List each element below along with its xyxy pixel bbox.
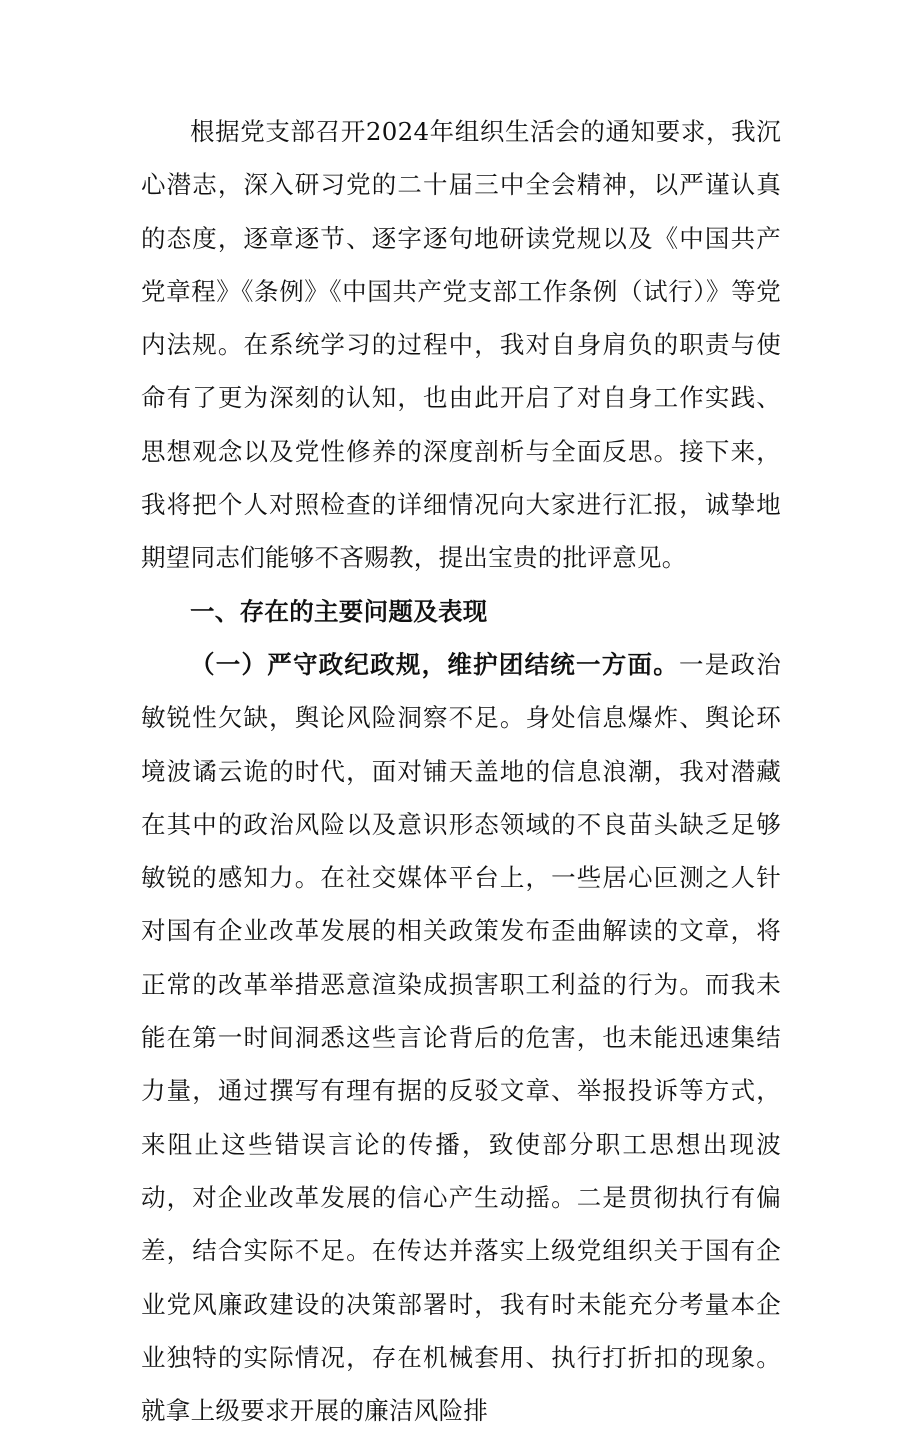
intro-paragraph: 根据党支部召开2024年组织生活会的通知要求，我沉心潜志，深入研习党的二十届三中全会精神，以严谨认真的态度，逐章逐节、逐字逐句地研读党规以及《中国共产党章程》《条例》《中国共产党支部工作条例（试行）》等党内法规。在系统学习的过程中，我对自身肩负的职责与使命有了更为深刻的认知，也由此开启了对自身工作实践、思想观念以及党性修养的深度剖析与全面反思。接下来，我将把个人对照检查的详细情况向大家进行汇报，诚挚地期望同志们能够不吝赐教，提出宝贵的批评意见。 — [141, 117, 781, 573]
document-body — [141, 105, 781, 1437]
subsection-body: 一是政治敏锐性欠缺，舆论风险洞察不足。身处信息爆炸、舆论环境波谲云诡的时代，面对铺天盖地的信息浪潮，我对潜藏在其中的政治风险以及意识形态领域的不良苗头缺乏足够敏锐的感知力。在社交媒体平台上，一些居心叵测之人针对国有企业改革发展的相关政策发布歪曲解读的文章，将正常的改革举措恶意渲染成损害职工利益的行为。而我未能在第一时间洞悉这些言论背后的危害，也未能迅速集结力量，通过撰写有理有据的反驳文章、举报投诉等方式，来阻止这些错误言论的传播，致使部分职工思想出现波动，对企业改革发展的信心产生动摇。二是贯彻执行有偏差，结合实际不足。在传达并落实上级党组织关于国有企业党风廉政建设的决策部署时，我有时未能充分考量本企业独特的实际情况，存在机械套用、执行打折扣的现象。就拿上级要求开展的廉洁风险排 — [141, 649, 781, 1426]
subsection-paragraph — [141, 638, 781, 1437]
section-heading: 一、存在的主要问题及表现 — [190, 596, 488, 626]
subsection-lead: （一）严守政纪政规，维护团结统一方面。 — [190, 649, 679, 679]
